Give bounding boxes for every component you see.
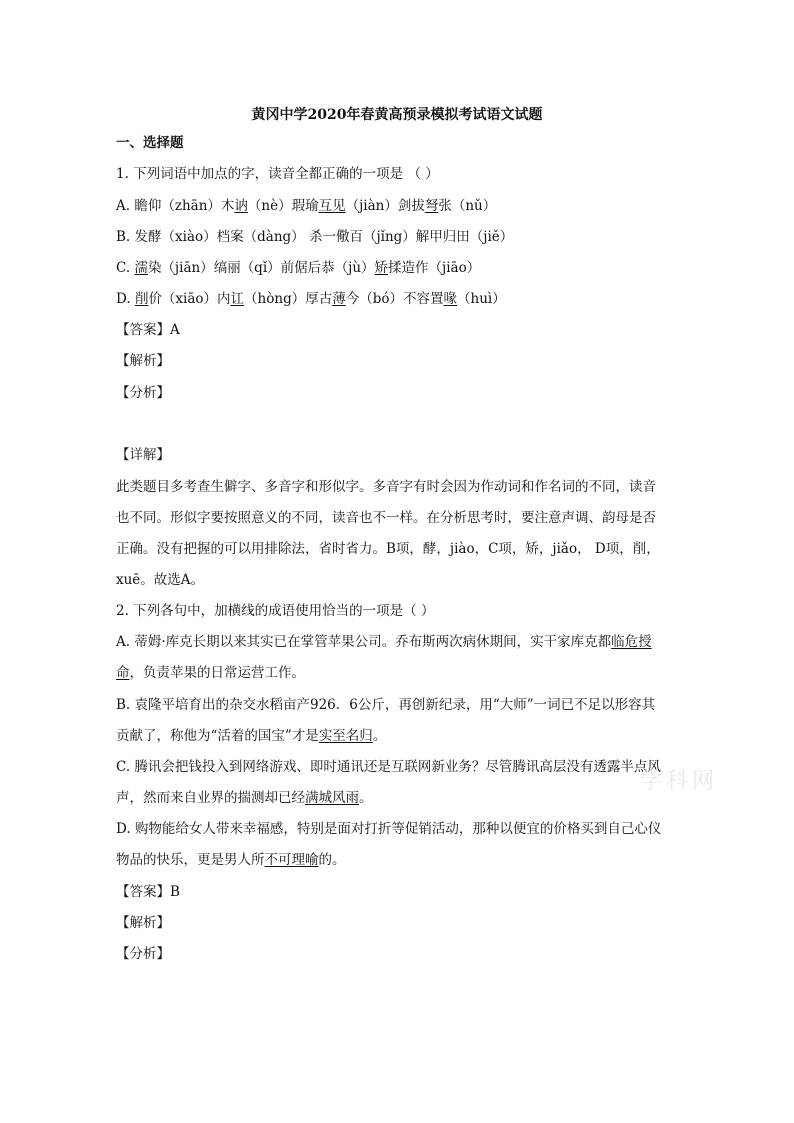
q1-fenxi-label: 【分析】 xyxy=(116,385,170,401)
q1-option-a: A. 瞻仰（zhān）木讷（nè）瑕瑜互见（jiàn）剑拔弩张（nǔ） xyxy=(116,198,497,214)
q1-option-b: B. 发酵（xiào）档案（dàng） 杀一儆百（jǐng）解甲归田（jiě） xyxy=(116,229,514,245)
q2-jiexi-label: 【解析】 xyxy=(116,915,170,931)
q2-option-d-cont: 物品的快乐，更是男人所不可理喻的。 xyxy=(116,852,346,868)
q2-option-d: D. 购物能给女人带来幸福感，特别是面对打折等促销活动，那种以便宜的价格买到自己心仪 xyxy=(116,821,662,837)
q2-option-a: A. 蒂姆·库克长期以来其实已在掌管苹果公司。乔布斯两次病休期间，实干家库克都临危授 xyxy=(116,634,652,650)
q2-option-a-cont: 命，负责苹果的日常运营工作。 xyxy=(116,665,305,681)
q2-option-c: C. 腾讯会把钱投入到网络游戏、即时通讯还是互联网新业务？尽管腾讯高层没有透露半点风 xyxy=(116,759,661,775)
section-heading: 一、选择题 xyxy=(116,135,184,151)
q2-fenxi-label: 【分析】 xyxy=(116,946,170,962)
q1-option-c: C. 濡染（jiān）缟丽（qǐ）前倨后恭（jù）矫揉造作（jiāo） xyxy=(116,260,481,276)
q1-answer: 【答案】A xyxy=(116,322,180,338)
q2-option-b: B. 袁隆平培育出的杂交水稻亩产926．6公斤，再创新纪录，用“大师”一词已不足以形容其 xyxy=(116,697,656,713)
q2-option-c-cont: 声，然而来自业界的揣测却已经满城风雨。 xyxy=(116,790,373,806)
q1-detail-line: xuē。故选A。 xyxy=(116,572,205,588)
q2-stem: 2. 下列各句中，加横线的成语使用恰当的一项是（ ） xyxy=(116,603,435,619)
q1-option-d: D. 削价（xiāo）内讧（hòng）厚古薄今（bó）不容置喙（huì） xyxy=(116,291,506,307)
q1-detail-line: 此类题目多考查生僻字、多音字和形似字。多音字有时会因为作动词和作名词的不同，读音 xyxy=(116,479,656,495)
page-title: 黄冈中学2020年春黄高预录模拟考试语文试题 xyxy=(251,107,543,123)
q1-jiexi-label: 【解析】 xyxy=(116,353,170,369)
q2-option-b-cont: 贡献了，称他为“活着的国宝”才是实至名归。 xyxy=(116,728,387,744)
q1-xiangjie-label: 【详解】 xyxy=(116,447,170,463)
q1-stem: 1. 下列词语中加点的字，读音全都正确的一项是 （ ） xyxy=(116,166,439,182)
q1-detail-line: 也不同。形似字要按照意义的不同，读音也不一样。在分析思考时，要注意声调、韵母是否 xyxy=(116,510,656,526)
watermark: 学科网 xyxy=(640,769,719,794)
q1-detail-line: 正确。没有把握的可以用排除法，省时省力。B项，酵，jiào，C项，矫，jiǎo， D项，削， xyxy=(116,541,660,557)
q2-answer: 【答案】B xyxy=(116,884,180,900)
